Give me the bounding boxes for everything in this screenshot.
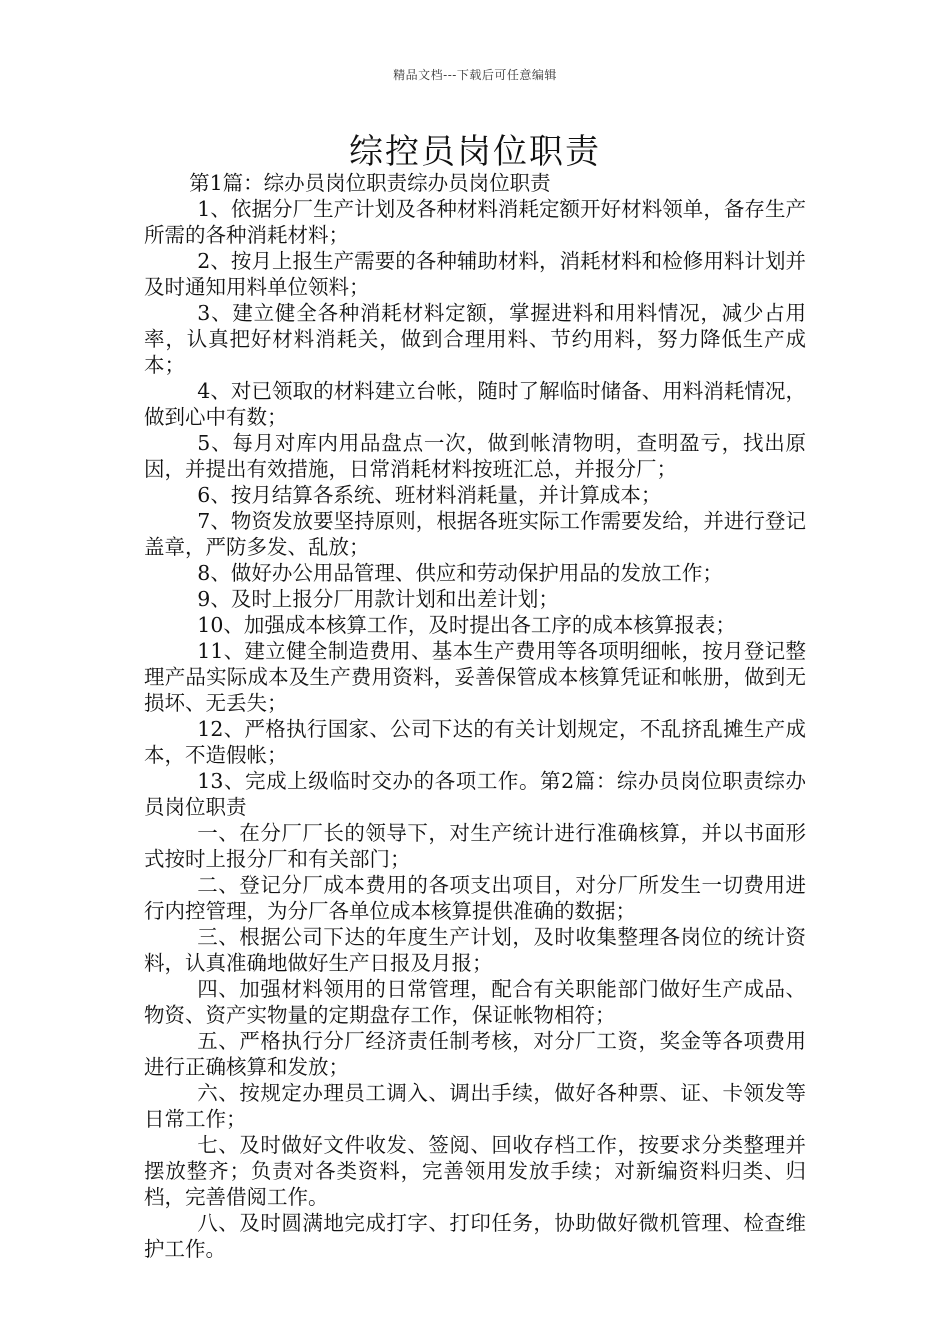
paragraph: 三、根据公司下达的年度生产计划，及时收集整理各岗位的统计资料，认真准确地做好生产日报及月报； <box>144 925 806 975</box>
paragraph: 10、加强成本核算工作，及时提出各工序的成本核算报表； <box>197 613 736 637</box>
paragraph: 6、按月结算各系统、班材料消耗量，并计算成本； <box>197 483 662 507</box>
paragraph: 4、对已领取的材料建立台帐，随时了解临时储备、用料消耗情况，做到心中有数； <box>144 379 806 429</box>
paragraph: 9、及时上报分厂用款计划和出差计划； <box>197 587 559 611</box>
paragraph: 五、严格执行分厂经济责任制考核，对分厂工资，奖金等各项费用进行正确核算和发放； <box>144 1029 806 1079</box>
paragraph: 1、依据分厂生产计划及各种材料消耗定额开好材料领单，备存生产所需的各种消耗材料； <box>144 197 806 247</box>
paragraph: 3、建立健全各种消耗材料定额，掌握进料和用料情况，减少占用率，认真把好材料消耗关，做到合理用料、节约用料，努力降低生产成本； <box>144 301 806 377</box>
paragraph: 7、物资发放要坚持原则，根据各班实际工作需要发给，并进行登记盖章，严防多发、乱放； <box>144 509 806 559</box>
paragraph: 七、及时做好文件收发、签阅、回收存档工作，按要求分类整理并摆放整齐；负责对各类资料，完善领用发放手续；对新编资料归类、归档，完善借阅工作。 <box>144 1133 806 1209</box>
paragraph: 11、建立健全制造费用、基本生产费用等各项明细帐，按月登记整理产品实际成本及生产费用资料，妥善保管成本核算凭证和帐册，做到无损坏、无丢失； <box>144 639 806 715</box>
paragraph: 六、按规定办理员工调入、调出手续，做好各种票、证、卡领发等日常工作； <box>144 1081 806 1131</box>
paragraph: 一、在分厂厂长的领导下，对生产统计进行准确核算，并以书面形式按时上报分厂和有关部门； <box>144 821 806 871</box>
paragraph: 二、登记分厂成本费用的各项支出项目，对分厂所发生一切费用进行内控管理，为分厂各单位成本核算提供准确的数据； <box>144 873 806 923</box>
section-heading-1: 第1篇：综办员岗位职责综办员岗位职责 <box>189 171 551 195</box>
paragraph: 12、严格执行国家、公司下达的有关计划规定，不乱挤乱摊生产成本，不造假帐； <box>144 717 806 767</box>
paragraph: 八、及时圆满地完成打字、打印任务，协助做好微机管理、检查维护工作。 <box>144 1211 806 1261</box>
document-title: 综控员岗位职责 <box>349 132 601 172</box>
page-header: 精品文档---下载后可任意编辑 <box>393 68 557 82</box>
document-body <box>144 170 806 1262</box>
paragraph: 8、做好办公用品管理、供应和劳动保护用品的发放工作； <box>197 561 723 585</box>
paragraph: 四、加强材料领用的日常管理，配合有关职能部门做好生产成品、物资、资产实物量的定期盘存工作，保证帐物相符； <box>144 977 806 1027</box>
paragraph: 5、每月对库内用品盘点一次，做到帐清物明，查明盈亏，找出原因，并提出有效措施，日常消耗材料按班汇总，并报分厂； <box>144 431 806 481</box>
paragraph: 13、完成上级临时交办的各项工作。第2篇：综办员岗位职责综办员岗位职责 <box>144 769 806 819</box>
paragraph: 2、按月上报生产需要的各种辅助材料，消耗材料和检修用料计划并及时通知用料单位领料； <box>144 249 806 299</box>
